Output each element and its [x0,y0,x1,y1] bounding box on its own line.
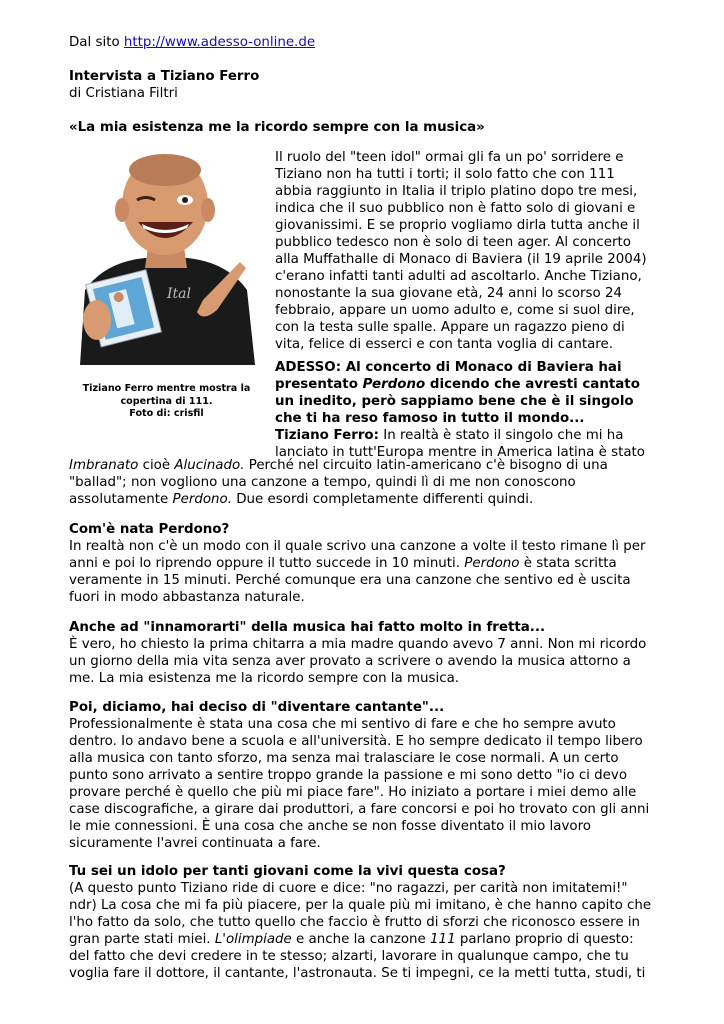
answer-text: le mie connessioni. È una cosa che anche se non fosse diventato il mio lavoro [69,819,591,834]
intro-line: Tiziano non ha tutti i torti; il solo fatto che con 111 [275,167,615,182]
answer-text: del fatto che devi credere in te stesso; alzarti, lavorare in qualunque campo, che tu [69,949,629,964]
svg-text:Ital: Ital [167,286,191,302]
caption-line: copertina di 111. [120,395,213,407]
answer-text: È vero, ho chiesto la prima chitarra a mia madre quando avevo 7 anni. Non mi ricordo [69,637,647,652]
answer-text: Tiziano Ferro: In realtà è stato il singolo che mi ha [275,428,624,443]
answer-text: dentro. Io andavo bene a scuola e all'università. E ho sempre dedicato il tempo libero [69,734,643,749]
answer-text: alla musica con tanto sforzo, ma senza mai tralasciare le cose normali. A un certo [69,751,619,766]
answer-text: veramente in 15 minuti. Perché comunque era una canzone che sentivo ed è uscita [69,573,631,588]
question-text: presentato Perdono dicendo che avresti cantato [275,377,640,392]
question-text: Tu sei un idolo per tanti giovani come la vivi questa cosa? [69,864,506,879]
answer-1-continued [69,457,659,508]
question-text: un inedito, però sappiamo bene che è il singolo [275,394,634,409]
question-text: che ti ha reso famoso in tutto il mondo... [275,411,585,426]
answer-text: (A questo punto Tiziano ride di cuore e dice: "no ragazzi, per carità non imitatemi!" [69,881,628,896]
question-1 [275,359,665,461]
answer-text: sicuramente l'avrei continuata a fare. [69,836,321,851]
intro-line: nonostante la sua giovane età, 24 anni lo scorso 24 [275,286,622,301]
article-headline: «La mia esistenza me la ricordo sempre con la musica» [69,120,485,135]
intro-line: c'erano infatti tanti adulti ad ascoltarlo. Anche Tiziano, [275,269,642,284]
photo-caption [69,383,264,421]
source-prefix: Dal sito [69,35,124,50]
intro-line: alla Muffathalle di Monaco di Baviera (il 19 aprile 2004) [275,252,647,267]
answer-text: "ballad"; non vogliono una canzone a tempo, quindi lì di me non conoscono [69,475,576,490]
intro-line: con la testa sulle spalle. Appare un ragazzo pieno di [275,320,625,335]
answer-text: ndr) La cosa che mi fa più piacere, per la quale più mi imitano, è che hanno capito che [69,898,652,913]
article-title: Intervista a Tiziano Ferro [69,69,260,84]
answer-text: voglia fare il dottore, il cantante, l'astronauta. Se ti impegni, ce la metti tutta, studi, ti [69,966,646,981]
source-link[interactable]: http://www.adesso-online.de [123,35,316,50]
header-block [69,34,659,136]
question-text: Poi, diciamo, hai deciso di "diventare cantante"... [69,700,445,715]
intro-paragraph [275,149,665,353]
source-line [69,34,659,51]
question-text: Com'è nata Perdono? [69,522,230,537]
intro-line: indica che il suo pubblico non è fatto solo di giovani e [275,201,636,216]
answer-text: lanciato in tutt'Europa mentre in America latina è stato [275,445,645,460]
answer-text: me. La mia esistenza me la ricordo sempre con la musica. [69,671,460,686]
artist-photo [75,150,257,365]
question-text: ADESSO: Al concerto di Monaco di Baviera hai [275,360,622,375]
article-author: di Cristiana Filtri [69,86,178,101]
intro-line: Il ruolo del "teen idol" ormai gli fa un po' sorridere e [275,150,624,165]
question-3 [69,619,659,687]
intro-line: pubblico tedesco non è solo di teen ager. Al concerto [275,235,631,250]
answer-text: Imbranato cioè Alucinado. Perché nel circuito latin-americano c'è bisogno di una [69,458,608,473]
portrait-image [75,150,257,365]
caption-line: Foto di: crisfil [129,408,204,419]
question-4 [69,699,659,852]
answer-text: fuori in modo abbastanza naturale. [69,590,305,605]
answer-text: provare perché è quello che più mi piace fare". Ho iniziato a portare i miei demo alle [69,785,637,800]
intro-line: abbia raggiunto in Italia il triplo platino dopo tre mesi, [275,184,638,199]
question-5 [69,863,659,982]
answer-text: l'ho fatto da solo, che tutto quello che faccio è frutto di sforzi che riconosco essere in [69,915,641,930]
intro-line: febbraio, appare un uomo adulto e, come si suol dire, [275,303,635,318]
intro-line: vita, felice di esserci e con tanta voglia di cantare. [275,337,613,352]
answer-text: gran parte stati miei. L'olimpiade e anche la canzone 111 parlano proprio di questo: [69,932,634,947]
question-text: Anche ad "innamorarti" della musica hai fatto molto in fretta... [69,620,546,635]
answer-text: assolutamente Perdono. Due esordi completamente differenti quindi. [69,492,534,507]
answer-text: In realtà non c'è un modo con il quale scrivo una canzone a volte il testo rimane lì per [69,539,646,554]
intro-line: giovanissimi. E se proprio vogliamo dirla tutta anche il [275,218,640,233]
question-2 [69,521,659,606]
answer-text: case discografiche, a girare dai produttori, a fare concorsi e poi ho trovato con gli anni [69,802,650,817]
caption-line: Tiziano Ferro mentre mostra la [82,383,251,394]
answer-text: anni e poi lo riprendo oppure il tutto succede in 10 minuti. Perdono è stata scritta [69,556,617,571]
answer-text: Professionalmente è stata una cosa che mi sentivo di fare e che ho sempre avuto [69,717,616,732]
answer-text: punto sono arrivato a sentire troppo grande la passione e mi sono detto "io ci devo [69,768,628,783]
answer-text: un giorno della mia vita senza aver provato a scrivere o avendo la musica attorno a [69,654,631,669]
